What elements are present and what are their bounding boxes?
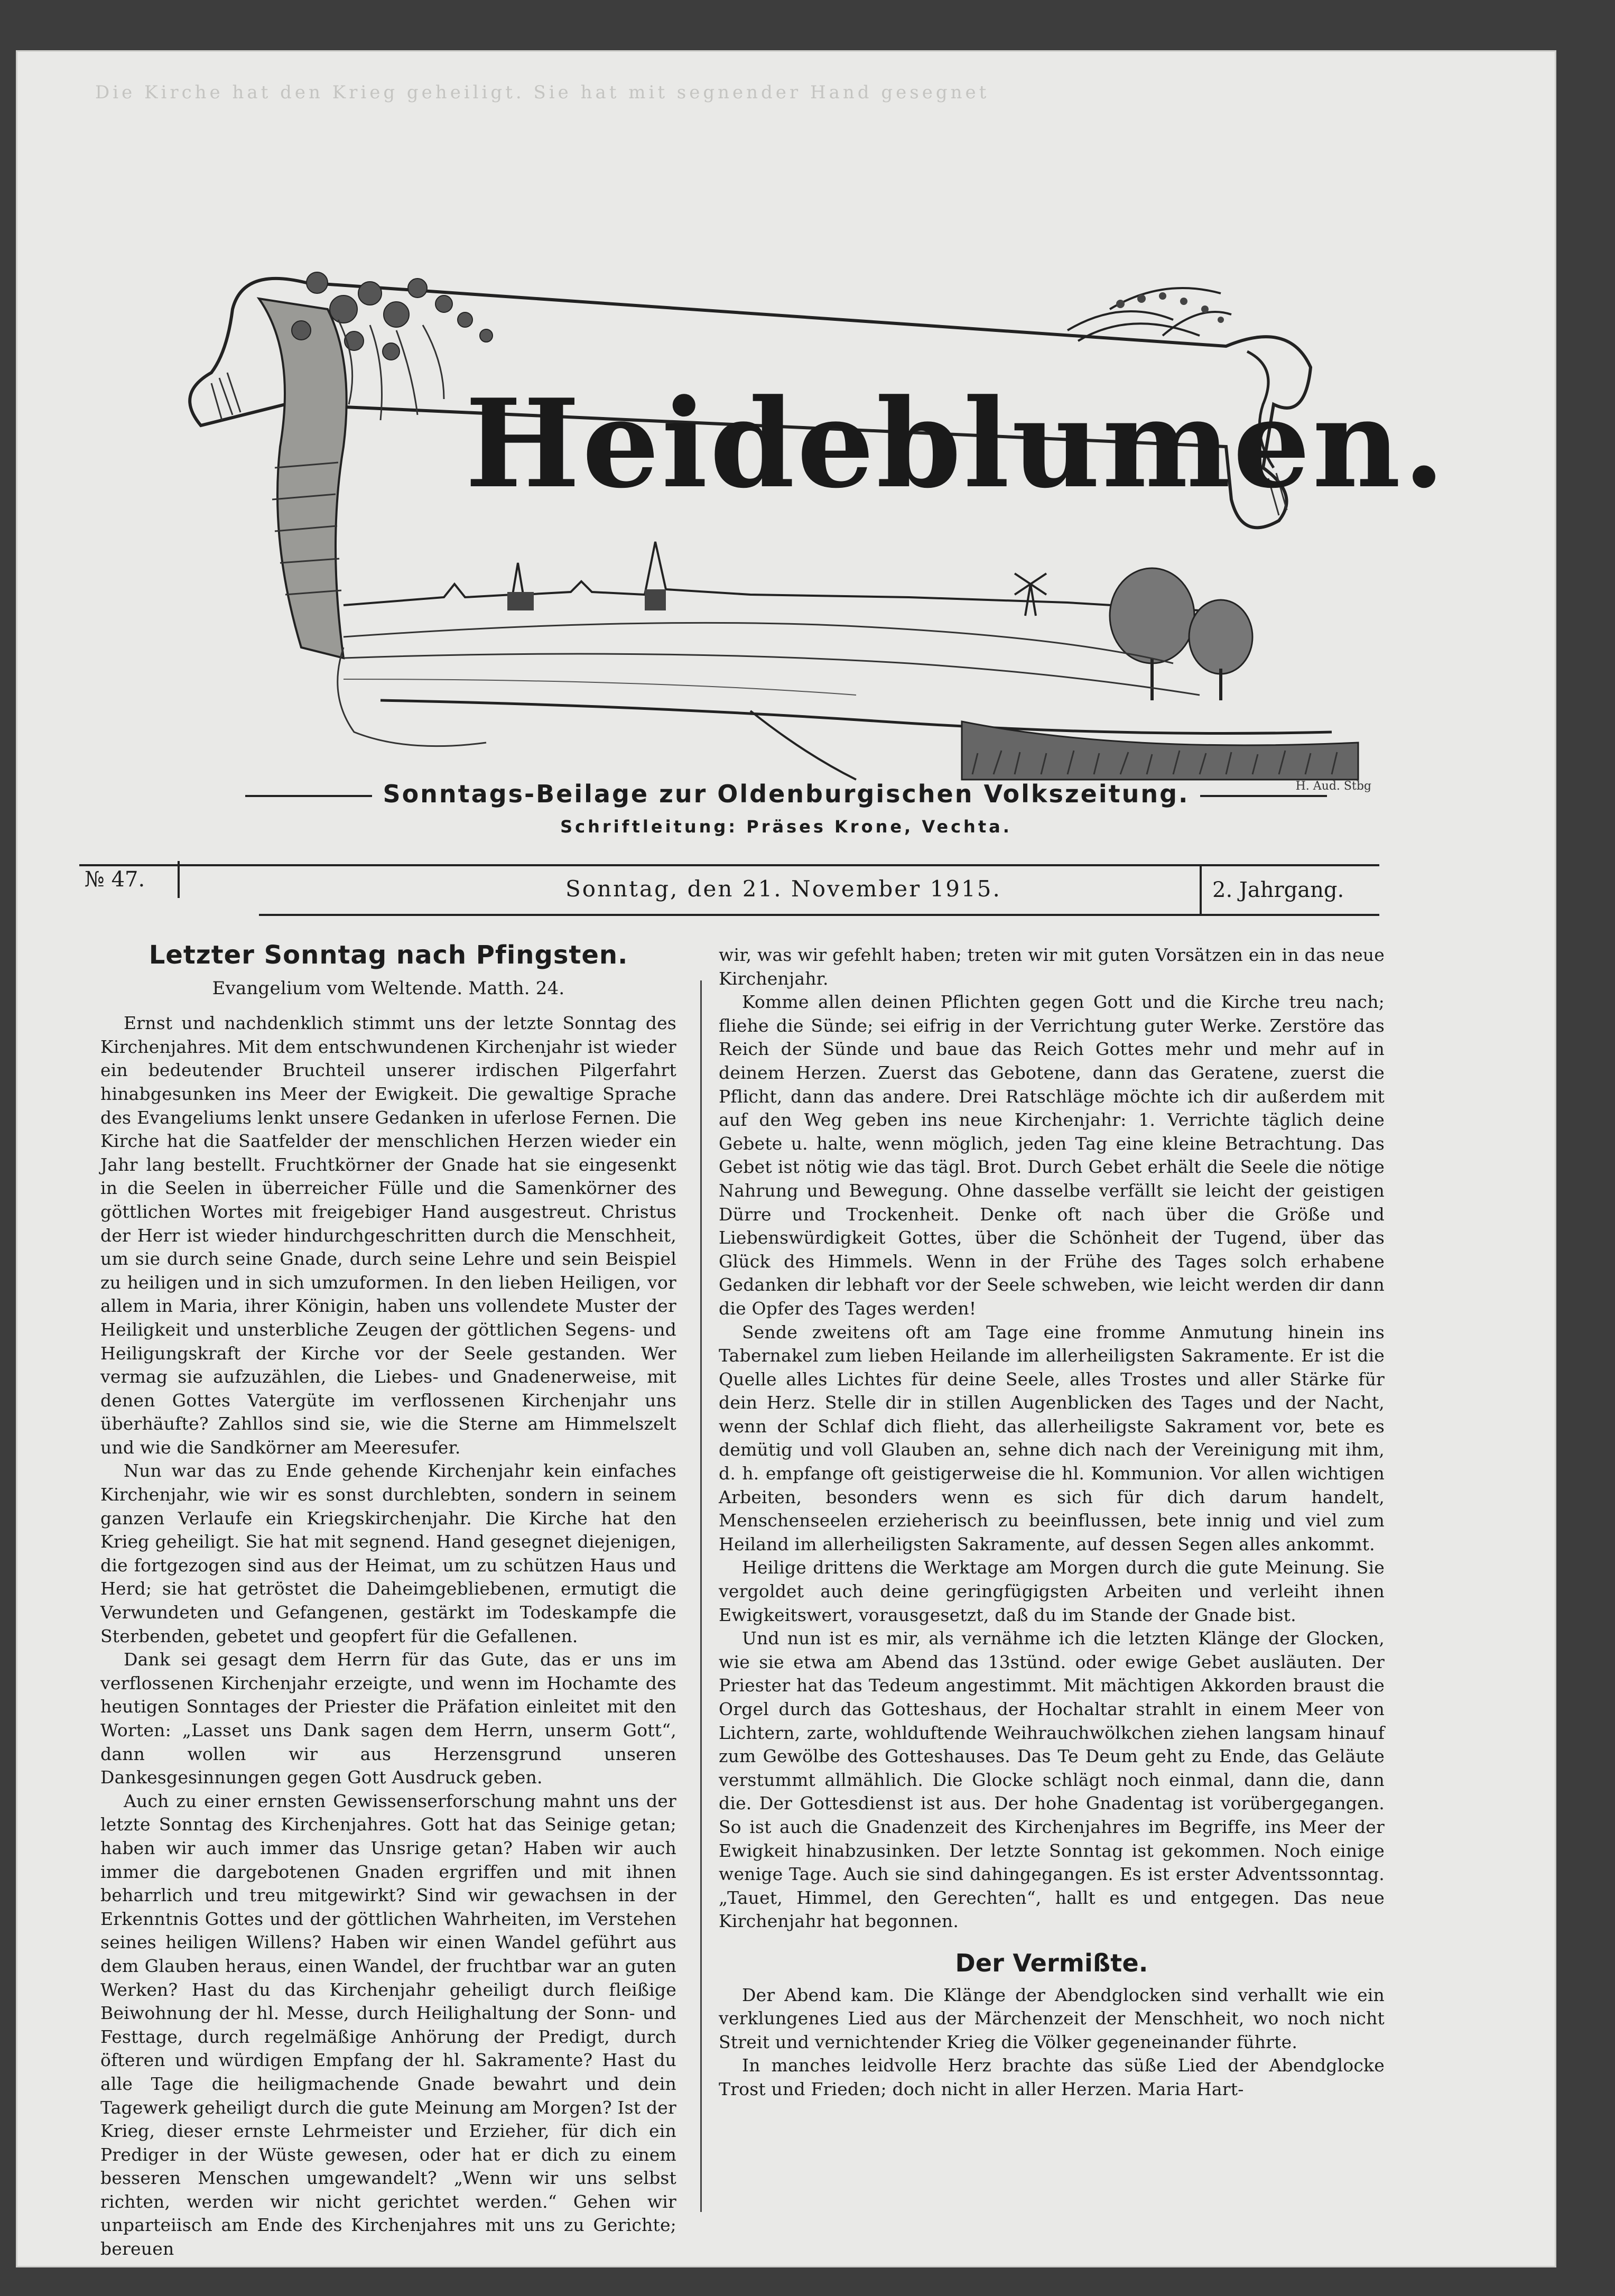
story-paragraph: Der Abend kam. Die Klänge der Abendglocken sind verhallt wie ein verklungenes Lied aus der Märchenzeit der Menschheit, wo noch nicht Streit und vernichtender Krieg die Völker gegeneinander führte. <box>719 1984 1385 2052</box>
issue-bar <box>79 864 1379 903</box>
masthead <box>169 246 1447 790</box>
editor-line: Schriftleitung: Präses Krone, Vechta. <box>560 817 1012 837</box>
story-paragraph: In manches leidvolle Herz brachte das süße Lied der Abendglocke Trost und Frieden; doch nicht in aller Herzen. Maria Hart- <box>719 2055 1385 2099</box>
story-title: Der Vermißte. <box>955 1948 1148 1977</box>
issue-bottom-rule <box>259 914 1379 916</box>
article-paragraph: Heilige drittens die Werktage am Morgen durch die gute Meinung. Sie vergoldet auch deine geringfügigsten Arbeiten und verleiht ihnen Ewigkeitswert, vorausgesetzt, daß du im Stande der Gnade bist. <box>719 1557 1385 1625</box>
subtitle-text: Sonntags-Beilage zur Oldenburgischen Volkszeitung. <box>383 780 1190 808</box>
article-paragraph: Auch zu einer ernsten Gewissenserforschung mahnt uns der letzte Sonntag des Kirchenjahres. Gott hat das Seinige getan; haben wir auch immer das Unsrige getan? Haben wir auch immer die dargebotenen Gnaden ergriffen und mit ihnen beharrlich und treu mitgewirkt? Sind wir gewachsen in der Erkenntnis Gottes und der göttlichen Wahrheiten, im Verstehen seines heiligen Willens? Haben wir einen Wandel geführt aus dem Glauben heraus, einen Wandel, der fruchtbar war an guten Werken? Hast du das Kirchenjahr geheiligt durch fleißige Beiwohnung der hl. Messe, durch Heilighaltung der Sonn- und Festtage, durch regelmäßige Anhörung der Predigt, durch öfteren und würdigen Empfang der hl. Sakramente? Hast du alle Tage die heiligmachende Gnade bewahrt und dein Tagewerk geheiligt durch die gute Meinung am Morgen? Ist der Krieg, dieser ernste Lehrmeister und Erzieher, für dich ein Prediger in der Wüste gewesen, oder hat er dich zu einem besseren Menschen umgewandelt? „Wenn wir uns selbst richten, werden wir nicht gerichtet werden.“ Gehen wir unparteiisch am Ende des Kirchenjahres mit uns zu Gerichte; bereuen <box>100 1790 676 2260</box>
subtitle-rule-right <box>1200 795 1327 797</box>
article-gospel-reference: Evangelium vom Weltende. Matth. 24. <box>212 977 565 999</box>
article-paragraph: wir, was wir gefehlt haben; treten wir mit guten Vorsätzen ein in das neue Kirchenjahr. <box>719 945 1385 989</box>
article-paragraph: Nun war das zu Ende gehende Kirchenjahr kein einfaches Kirchenjahr, wie wir es sonst durchlebten, sondern in seinem ganzen Verlaufe ein Kriegskirchenjahr. Die Kirche hat den Krieg geheiligt. Sie hat mit segnend. Hand gesegnet diejenigen, die fortgezogen sind aus der Heimat, um zu schützen Haus und Herd; sie hat getröstet die Daheimgebliebenen, ermutigt die Verwundeten und Gefangenen, gestärkt im Todeskampfe die Sterbenden, gebetet und geopfert für die Gefallenen. <box>100 1460 676 1646</box>
article-paragraph: Sende zweitens oft am Tage eine fromme Anmutung hinein ins Tabernakel zum lieben Heilande im allerheiligsten Sakramente. Er ist die Quelle alles Lichtes für deine Seele, alles Trostes und aller Stärke für dein Herz. Stelle dir in stillen Augenblicken des Tages und der Nacht, wenn der Schlaf dich flieht, das allerheiligste Sakrament vor, bete es demütig und voll Glauben an, sehne dich nach der Vereinigung mit ihm, d. h. empfange oft geistigerweise die hl. Kommunion. Vor allen wichtigen Arbeiten, besonders wenn es sich für dich darum handelt, Menschenseelen erzieherisch zu beeinflussen, bete innig und viel zum Heiland im allerheiligsten Sakramente, auf dessen Segen alles ankommt. <box>719 1321 1385 1554</box>
article-title: Letzter Sonntag nach Pfingsten. <box>148 940 628 970</box>
column-left <box>100 940 676 2261</box>
article-paragraph: Dank sei gesagt dem Herrn für das Gute, das er uns im verflossenen Kirchenjahr erzeigte, und wenn im Hochamte des heutigen Sonntages der Priester die Präfation einleitet mit den Worten: „Lasset uns Dank sagen dem Herrn, unserm Gott“, dann wollen wir aus Herzensgrund unseren Dankesgesinnungen gegen Gott Ausdruck geben. <box>100 1649 676 1788</box>
column-right <box>719 943 1385 2101</box>
subtitle <box>16 780 1556 808</box>
article-paragraph: Ernst und nachdenklich stimmt uns der letzte Sonntag des Kirchenjahres. Mit dem entschwundenen Kirchenjahr ist wieder ein bedeutender Bruchteil unserer irdischen Pilgerfahrt hinabgesunken ins Meer der Ewigkeit. Die gewaltige Sprache des Evangeliums lenkt unsere Gedanken in uferlose Fernen. Die Kirche hat die Saatfelder der menschlichen Herzen wieder ein Jahr lang bestellt. Fruchtkörner der Gnade hat sie eingesenkt in die Seelen in überreicher Fülle und die Samenkörner des göttlichen Wortes mit freigebiger Hand ausgestreut. Christus der Herr ist wieder hindurchgeschritten durch die Menschheit, um sie durch seine Gnade, durch seine Lehre und sein Beispiel zu heiligen und in sich umzuformen. In den lieben Heiligen, vor allem in Maria, ihrer Königin, haben uns vollendete Muster der Heiligkeit und unsterbliche Zeugen der göttlichen Segens- und Heiligungskraft der Kirche vor der Seele gestanden. Wer vermag sie aufzuzählen, die Liebes- und Gnadenerweise, mit denen Gottes Vatergüte im verflossenen Kirchenjahr uns überhäufte? Zahllos sind sie, wie die Sterne am Himmelszelt und wie die Sandkörner am Meeresufer. <box>100 1013 676 1458</box>
column-divider <box>700 980 702 2212</box>
article-paragraph: Und nun ist es mir, als vernähme ich die letzten Klänge der Glocken, wie sie etwa am Abend das 13stünd. oder ewige Gebet ausläuten. Der Priester hat das Tedeum angestimmt. Mit mächtigen Akkorden braust die Orgel durch das Gotteshaus, der Hochaltar strahlt in einem Meer von Lichtern, zarte, wohlduftende Weihrauchwölkchen ziehen langsam hinauf zum Gewölbe des Gotteshauses. Das Te Deum geht zu Ende, das Geläute verstummt allmählich. Die Glocke schlägt noch einmal, dann die, dann die. Der Gottesdienst ist aus. Der hohe Gnadentag ist vorübergegangen. So ist auch die Gnadenzeit des Kirchenjahres im Begriffe, ins Meer der Ewigkeit hinabzusinken. Der letzte Sonntag ist gekommen. Noch einige wenige Tage. Auch sie sind dahingegangen. Es ist erster Adventssonntag. „Tauet, Himmel, den Gerechten“, hallt es und entgegen. Das neue Kirchenjahr hat begonnen. <box>719 1628 1385 1932</box>
issue-number: № 47. <box>79 861 180 898</box>
issue-date: Sonntag, den 21. November 1915. <box>565 876 1001 902</box>
issue-year: 2. Jahrgang. <box>1200 866 1379 914</box>
subtitle-rule-left <box>245 795 372 797</box>
newspaper-page <box>16 50 1556 2267</box>
bleed-through-text: Die Kirche hat den Krieg geheiligt. Sie hat mit segnender Hand gesegnet <box>95 82 990 103</box>
article-paragraph: Komme allen deinen Pflichten gegen Gott und die Kirche treu nach; fliehe die Sünde; sei eifrig in der Verrichtung guter Werke. Zerstöre das Reich der Sünde und baue das Reich Gottes mehr und mehr auf in deinem Herzen. Zuerst das Gebotene, dann das Geratene, zuerst die Pflicht, dann das andere. Drei Ratschläge möchte ich dir außerdem mit auf den Weg geben ins neue Kirchenjahr: 1. Verrichte täglich deine Gebete u. halte, wenn möglich, jeden Tag eine kleine Betrachtung. Das Gebet ist nötig wie das tägl. Brot. Durch Gebet erhält die Seele die nötige Nahrung und Bewegung. Ohne dasselbe verfällt sie leicht der geistigen Dürre und Trockenheit. Denke oft nach über die Größe und Liebenswürdigkeit Gottes, über die Schönheit der Tugend, über das Glück des Himmels. Wenn in der Frühe des Tages solch erhabene Gedanken dir lebhaft vor der Seele schweben, wie leicht werden dir dann die Opfer des Tages werden! <box>719 992 1385 1319</box>
masthead-illustration <box>169 246 1447 790</box>
artist-signature: H. Aud. Stbg <box>1295 780 1371 793</box>
masthead-title: Heideblumen. <box>465 373 1447 515</box>
